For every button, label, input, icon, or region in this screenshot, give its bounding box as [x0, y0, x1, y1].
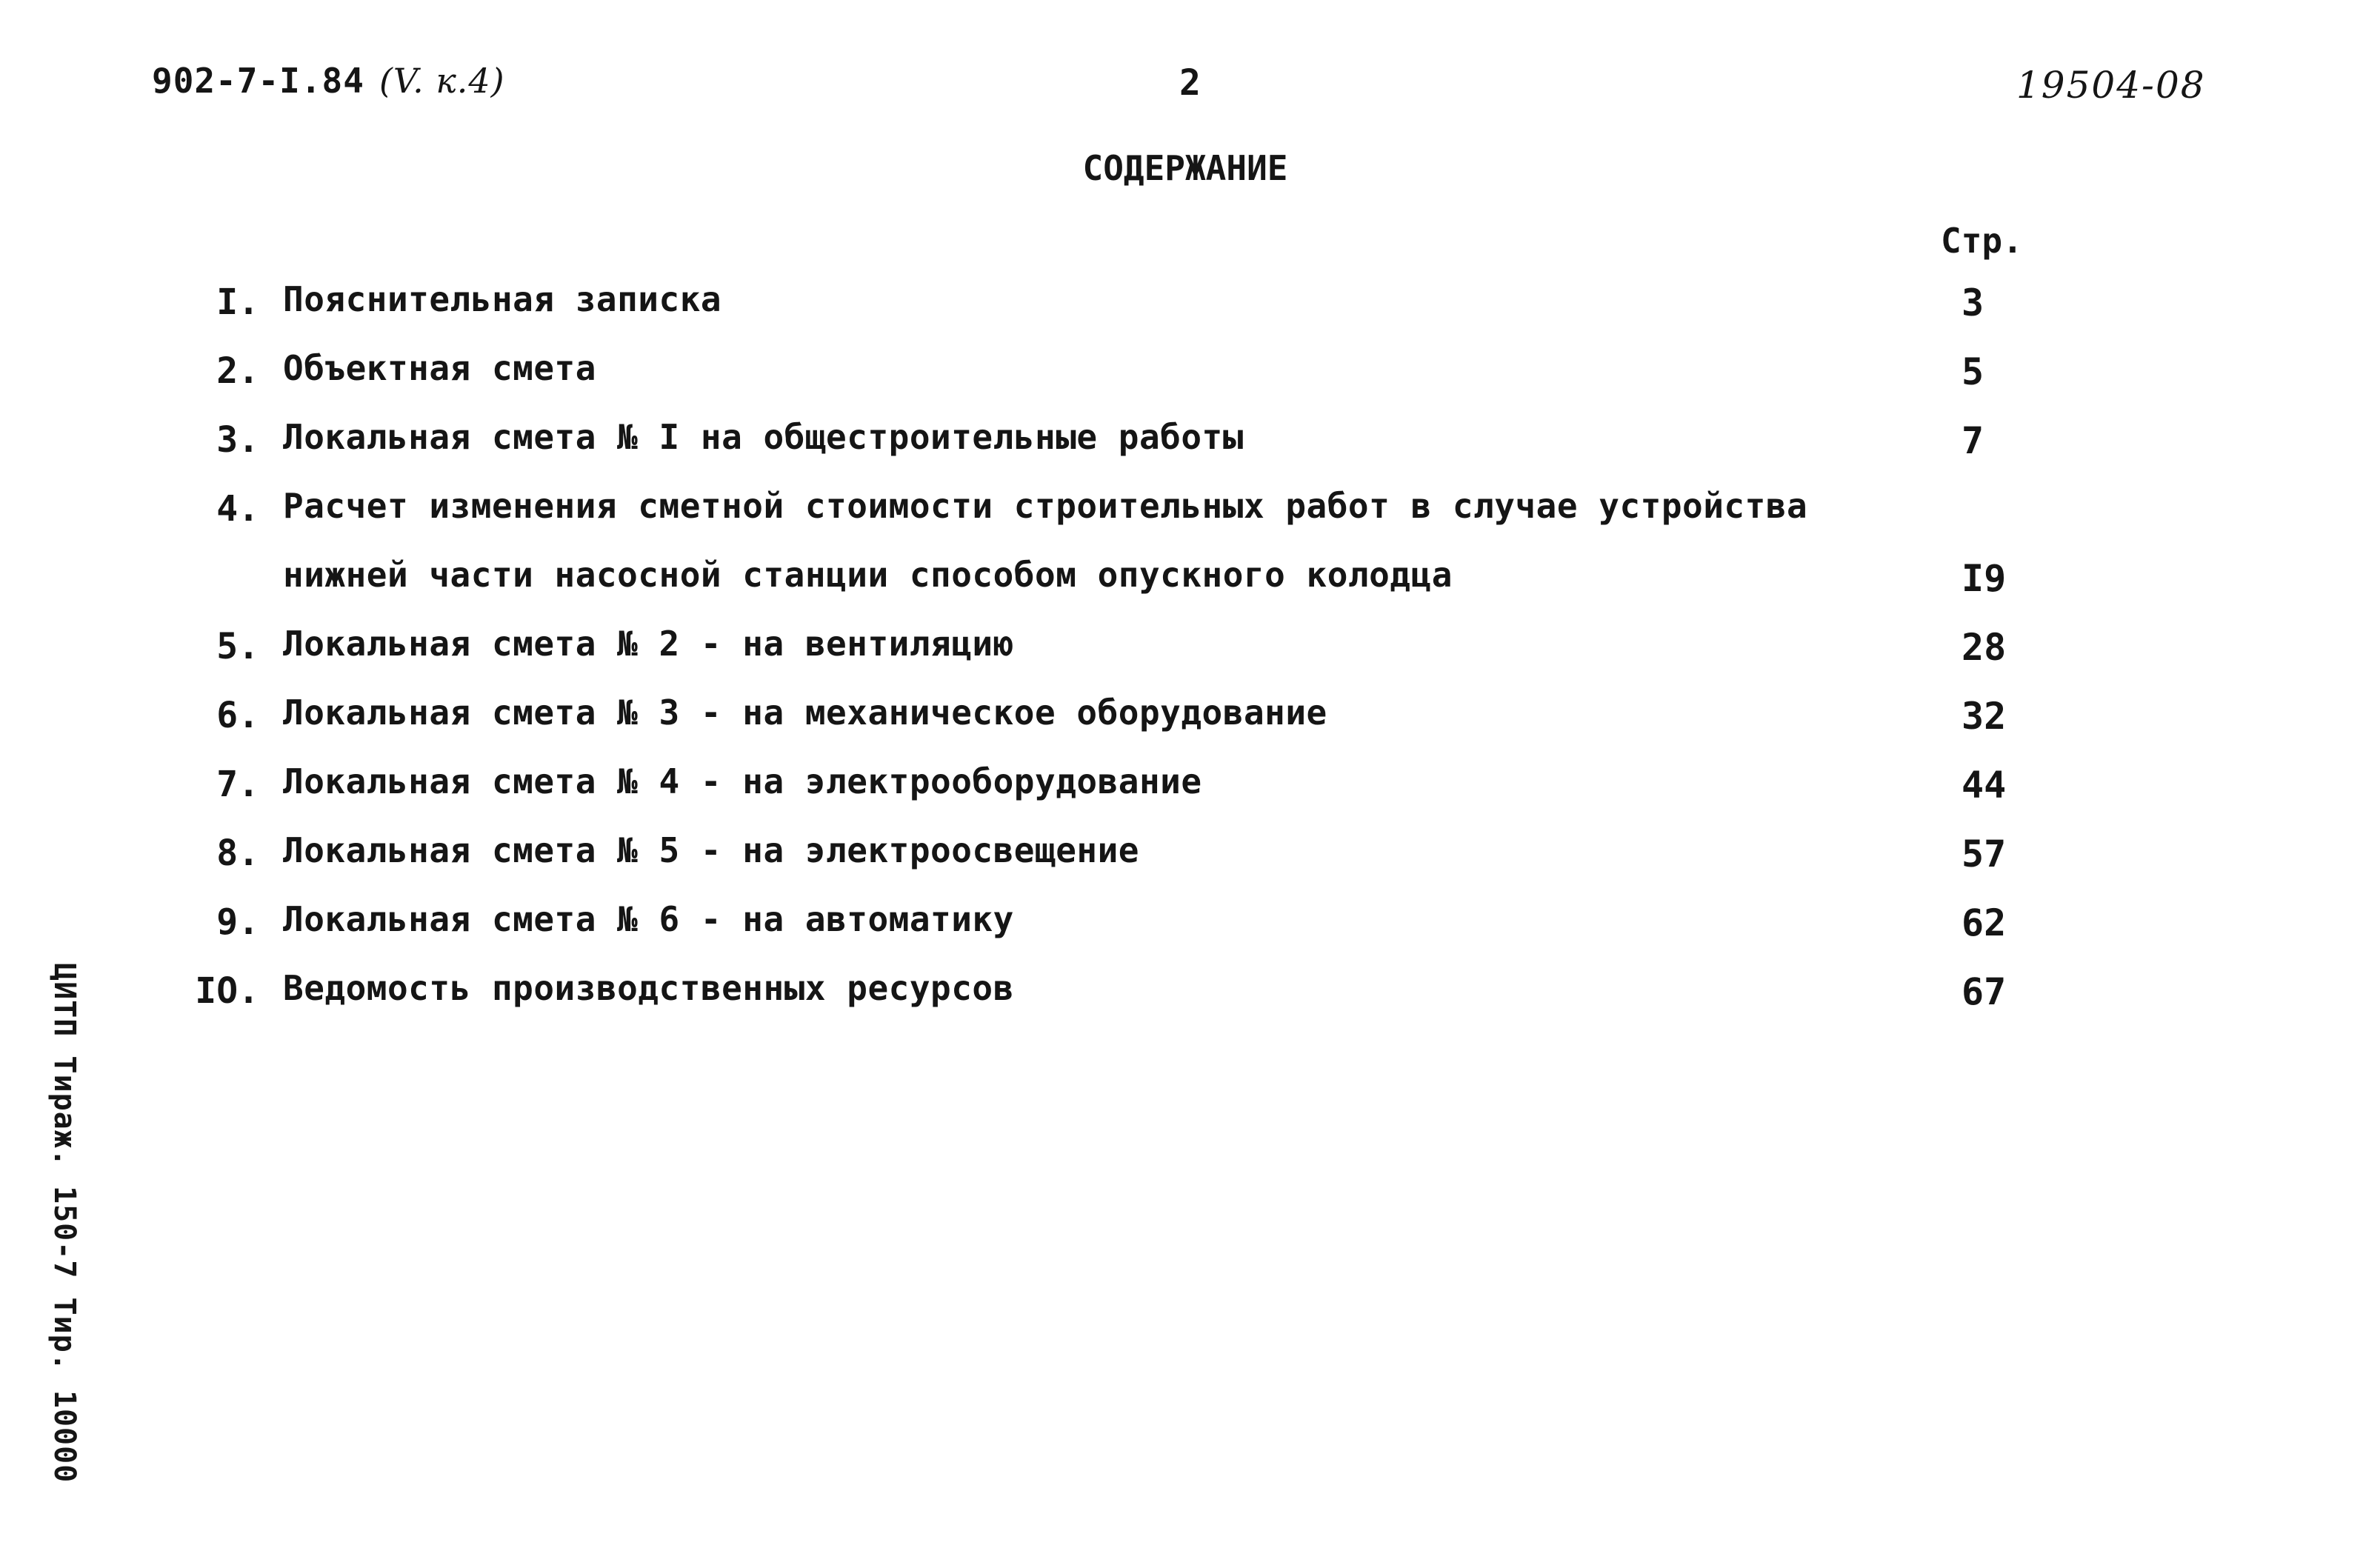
item-title: Ведомость производственных ресурсов — [283, 968, 1014, 1008]
inventory-number: 19504-08 — [2016, 64, 2206, 107]
document-code-text: 902-7-I.84 — [152, 61, 364, 101]
item-title: Локальная смета № 6 - на автоматику — [283, 899, 1014, 939]
item-number: 5. — [216, 626, 259, 667]
contents-title: СОДЕРЖАНИЕ — [1082, 148, 1288, 188]
item-number: 6. — [216, 695, 259, 736]
item-title: Расчет изменения сметной стоимости строительных работ в случае устройства нижней части насосной станции способом опускного колодца — [283, 486, 1808, 595]
item-number: 8. — [216, 833, 259, 874]
item-title: Объектная смета — [283, 348, 596, 388]
item-page: 5 — [1962, 350, 1984, 393]
item-title: Локальная смета № I на общестроительные работы — [283, 417, 1244, 457]
item-title: Локальная смета № 4 - на электрооборудование — [283, 761, 1202, 801]
item-title: Пояснительная записка — [283, 279, 722, 319]
item-number: 4. — [216, 488, 259, 530]
item-number: IO. — [195, 970, 259, 1012]
item-number: I. — [216, 281, 259, 323]
item-page: 44 — [1962, 764, 2007, 807]
item-page: 67 — [1962, 970, 2007, 1013]
sheet-mark: (V. к.4) — [379, 61, 505, 101]
item-page: 3 — [1962, 281, 1984, 324]
page-number: 2 — [1179, 62, 1201, 104]
printing-imprint: ЦИТП Тираж. 150-7 Тир. 10000 — [47, 963, 81, 1484]
item-title: Локальная смета № 5 - на электроосвещение — [283, 830, 1139, 870]
item-number: 9. — [216, 901, 259, 943]
item-page: 57 — [1962, 833, 2007, 875]
item-page: 62 — [1962, 901, 2007, 944]
item-number: 2. — [216, 350, 259, 392]
item-title: Локальная смета № 3 - на механическое оборудование — [283, 693, 1327, 733]
item-page: 7 — [1962, 419, 1984, 462]
item-number: 7. — [216, 764, 259, 805]
page-column-header: Стр. — [1941, 221, 2023, 261]
item-title: Локальная смета № 2 - на вентиляцию — [283, 624, 1014, 664]
item-page: 28 — [1962, 626, 2007, 669]
item-page: I9 — [1962, 557, 2007, 600]
item-number: 3. — [216, 419, 259, 461]
item-page: 32 — [1962, 695, 2007, 738]
